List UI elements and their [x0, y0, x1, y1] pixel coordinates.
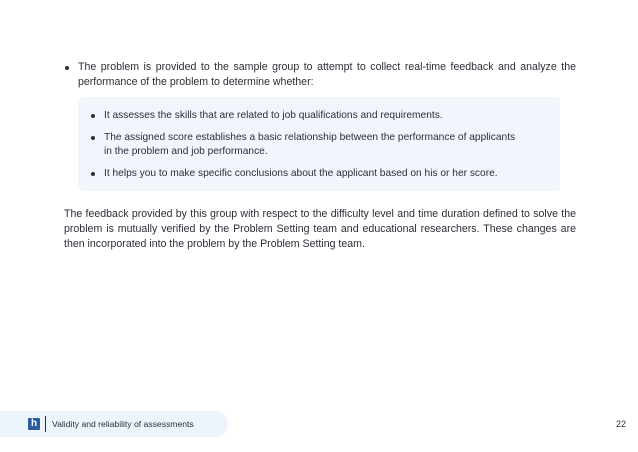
footer-divider	[45, 416, 46, 432]
brand-logo-icon: h	[28, 418, 40, 430]
page-number: 22	[615, 419, 626, 429]
feedback-paragraph: The feedback provided by this group with respect to the difficulty level and time duration defined to solve the problem is mutually verified by the Problem Setting team and educational researchers. These changes are then incorporated into the problem by the Problem Setting team.	[64, 208, 576, 250]
callout-list	[90, 109, 520, 188]
callout-item-skills: It assesses the skills that are related to job qualifications and requirements.	[90, 109, 520, 124]
callout-item-conclusions: It helps you to make specific conclusions about the applicant based on his or her score.	[90, 167, 520, 182]
footer-document-title: Validity and reliability of assessments	[52, 419, 194, 429]
main-bullet-item: The problem is provided to the sample group to attempt to collect real-time feedback and analyze the performance of the problem to determine whether:	[64, 60, 576, 90]
main-bullet-list	[64, 60, 576, 90]
callout-item-score: The assigned score establishes a basic relationship between the performance of applicants in the problem and job performance.	[90, 131, 520, 160]
callout-box	[78, 97, 560, 191]
